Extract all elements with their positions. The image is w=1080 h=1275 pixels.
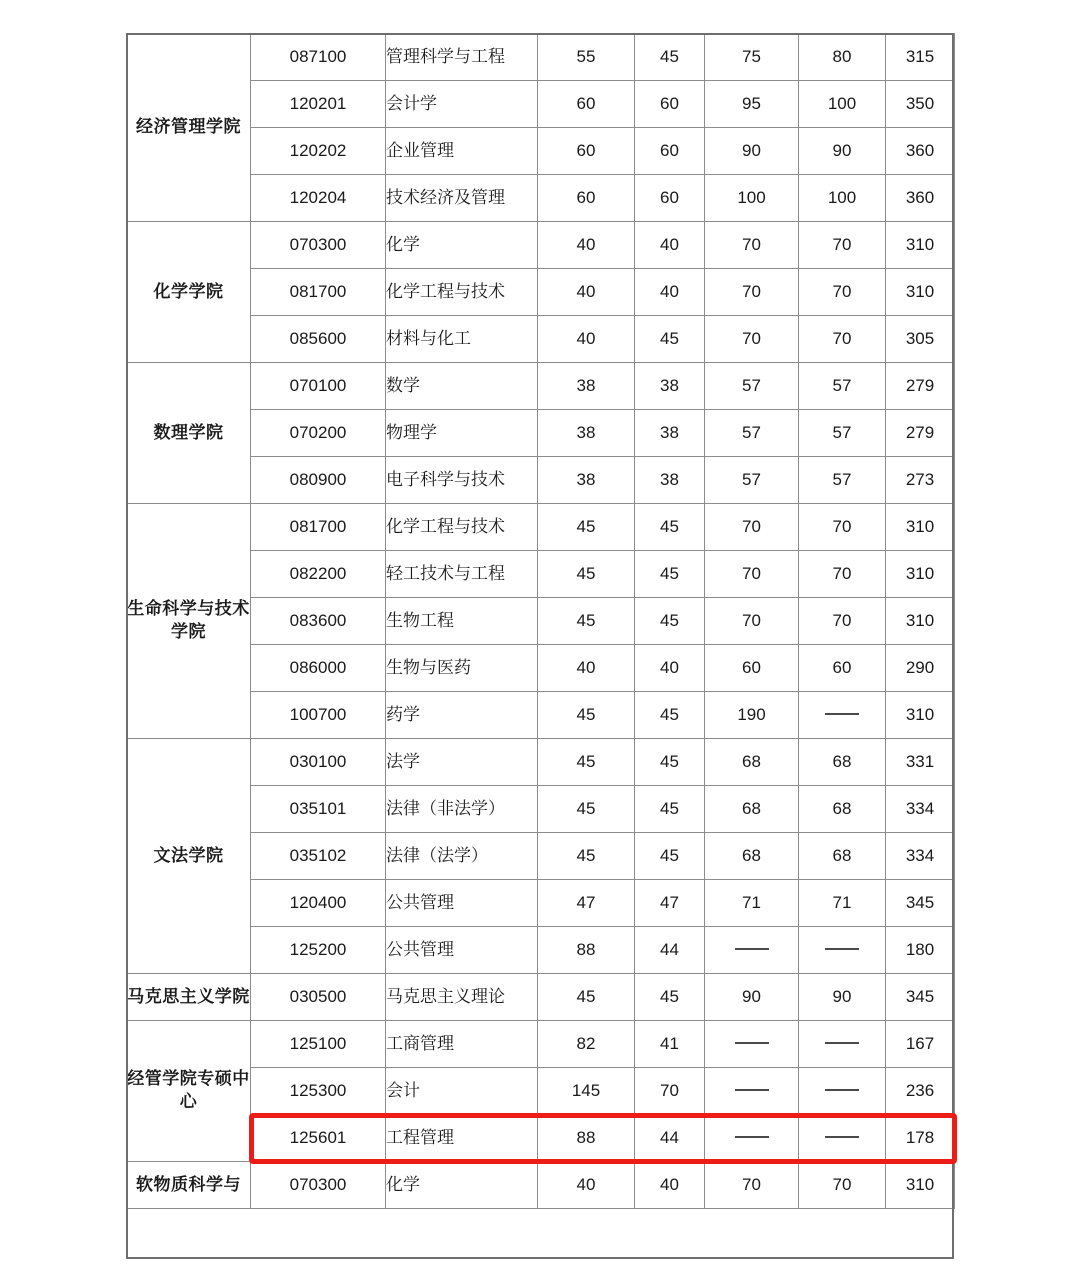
score-cell-n2: 45 <box>635 739 705 786</box>
dash-mark <box>735 948 769 950</box>
score-cell-n3: 57 <box>705 457 799 504</box>
major-name-cell: 药学 <box>386 692 538 739</box>
dash-mark <box>735 1042 769 1044</box>
major-code-cell: 070300 <box>251 1162 386 1209</box>
score-cell-n3: 68 <box>705 786 799 833</box>
score-cell-n1: 40 <box>538 222 635 269</box>
score-cell-total: 345 <box>886 974 955 1021</box>
score-cell-n2: 45 <box>635 692 705 739</box>
score-cell-n4: 70 <box>799 1162 886 1209</box>
score-cell-n1: 45 <box>538 786 635 833</box>
table-row <box>127 1162 955 1209</box>
score-cell-total: 236 <box>886 1068 955 1115</box>
score-cell-n3: 70 <box>705 222 799 269</box>
table-row <box>127 692 955 739</box>
score-cell-n3: 90 <box>705 128 799 175</box>
score-cell-total: 345 <box>886 880 955 927</box>
major-code-cell: 100700 <box>251 692 386 739</box>
major-name-cell: 法律（法学） <box>386 833 538 880</box>
score-cell-n1: 45 <box>538 974 635 1021</box>
score-cell-n2: 60 <box>635 175 705 222</box>
score-cell-n2: 45 <box>635 786 705 833</box>
college-name-cell: 生命科学与技术学院 <box>127 504 251 739</box>
score-cell-n2: 40 <box>635 222 705 269</box>
score-cell-n4: 68 <box>799 833 886 880</box>
score-cell-total: 310 <box>886 551 955 598</box>
score-cell-total: 310 <box>886 598 955 645</box>
table-row <box>127 598 955 645</box>
major-name-cell: 工程管理 <box>386 1115 538 1162</box>
score-cell-n2: 40 <box>635 1162 705 1209</box>
score-cell-n2: 60 <box>635 81 705 128</box>
score-cell-n3: 68 <box>705 833 799 880</box>
major-code-cell: 030100 <box>251 739 386 786</box>
major-code-cell: 087100 <box>251 34 386 81</box>
score-cell-n4: 70 <box>799 598 886 645</box>
college-name-cell: 马克思主义学院 <box>127 974 251 1021</box>
major-name-cell: 生物与医药 <box>386 645 538 692</box>
score-cell-total: 360 <box>886 175 955 222</box>
score-cell-n1: 47 <box>538 880 635 927</box>
score-cell-n3 <box>705 1021 799 1068</box>
score-cell-n3: 75 <box>705 34 799 81</box>
table-row <box>127 786 955 833</box>
major-code-cell: 125601 <box>251 1115 386 1162</box>
score-cell-total: 273 <box>886 457 955 504</box>
major-code-cell: 035101 <box>251 786 386 833</box>
table-row <box>127 269 955 316</box>
score-cell-n1: 82 <box>538 1021 635 1068</box>
score-cell-n2: 38 <box>635 363 705 410</box>
score-cell-total: 310 <box>886 692 955 739</box>
major-name-cell: 材料与化工 <box>386 316 538 363</box>
score-cell-n4: 90 <box>799 128 886 175</box>
score-cell-n3: 100 <box>705 175 799 222</box>
score-cell-total: 350 <box>886 81 955 128</box>
major-name-cell: 化学工程与技术 <box>386 504 538 551</box>
table-row <box>127 363 955 410</box>
table-row <box>127 81 955 128</box>
major-name-cell: 管理科学与工程 <box>386 34 538 81</box>
major-code-cell: 120201 <box>251 81 386 128</box>
major-name-cell: 企业管理 <box>386 128 538 175</box>
major-name-cell: 生物工程 <box>386 598 538 645</box>
table-row <box>127 551 955 598</box>
major-name-cell: 会计学 <box>386 81 538 128</box>
major-code-cell: 120400 <box>251 880 386 927</box>
score-cell-n3: 190 <box>705 692 799 739</box>
major-name-cell: 技术经济及管理 <box>386 175 538 222</box>
table-row <box>127 974 955 1021</box>
score-cell-n3: 70 <box>705 598 799 645</box>
score-cell-n4: 70 <box>799 504 886 551</box>
score-cell-n1: 88 <box>538 927 635 974</box>
score-cell-n1: 40 <box>538 316 635 363</box>
college-name-cell: 经管学院专硕中心 <box>127 1021 251 1162</box>
admission-score-table <box>126 33 955 1209</box>
score-cell-n4: 70 <box>799 551 886 598</box>
table-row-highlighted <box>127 1115 955 1162</box>
score-cell-n4 <box>799 1021 886 1068</box>
score-cell-total: 279 <box>886 363 955 410</box>
score-cell-n2: 45 <box>635 974 705 1021</box>
major-code-cell: 125200 <box>251 927 386 974</box>
score-cell-n1: 45 <box>538 551 635 598</box>
major-code-cell: 035102 <box>251 833 386 880</box>
dash-mark <box>825 713 859 715</box>
college-name-cell: 经济管理学院 <box>127 34 251 222</box>
table-row <box>127 1068 955 1115</box>
score-cell-n1: 60 <box>538 81 635 128</box>
score-cell-n1: 38 <box>538 410 635 457</box>
score-cell-n4: 71 <box>799 880 886 927</box>
college-name-cell: 数理学院 <box>127 363 251 504</box>
dash-mark <box>735 1089 769 1091</box>
score-cell-n1: 88 <box>538 1115 635 1162</box>
table-row <box>127 880 955 927</box>
score-cell-n4: 70 <box>799 316 886 363</box>
score-cell-n2: 40 <box>635 645 705 692</box>
score-cell-n1: 45 <box>538 833 635 880</box>
major-name-cell: 数学 <box>386 363 538 410</box>
score-cell-n2: 45 <box>635 833 705 880</box>
major-name-cell: 公共管理 <box>386 927 538 974</box>
score-cell-n4 <box>799 1115 886 1162</box>
major-code-cell: 081700 <box>251 504 386 551</box>
major-name-cell: 电子科学与技术 <box>386 457 538 504</box>
table-row <box>127 457 955 504</box>
score-cell-total: 178 <box>886 1115 955 1162</box>
score-cell-n1: 60 <box>538 128 635 175</box>
score-cell-total: 331 <box>886 739 955 786</box>
dash-mark <box>825 1089 859 1091</box>
score-cell-n2: 45 <box>635 551 705 598</box>
score-cell-n1: 45 <box>538 692 635 739</box>
score-cell-n4: 80 <box>799 34 886 81</box>
score-cell-n4: 70 <box>799 222 886 269</box>
table-body <box>127 34 955 1209</box>
score-cell-n4: 68 <box>799 786 886 833</box>
score-cell-total: 310 <box>886 1162 955 1209</box>
score-cell-n1: 38 <box>538 457 635 504</box>
score-cell-n3: 90 <box>705 974 799 1021</box>
major-name-cell: 公共管理 <box>386 880 538 927</box>
college-name-cell: 化学学院 <box>127 222 251 363</box>
score-cell-n2: 38 <box>635 410 705 457</box>
major-code-cell: 070300 <box>251 222 386 269</box>
score-cell-n4: 100 <box>799 81 886 128</box>
table-row <box>127 739 955 786</box>
table-row <box>127 128 955 175</box>
college-name-cell: 文法学院 <box>127 739 251 974</box>
major-name-cell: 会计 <box>386 1068 538 1115</box>
score-cell-n2: 45 <box>635 504 705 551</box>
major-code-cell: 070100 <box>251 363 386 410</box>
score-cell-n3: 70 <box>705 269 799 316</box>
score-cell-n2: 41 <box>635 1021 705 1068</box>
score-cell-n1: 45 <box>538 598 635 645</box>
score-cell-n4: 90 <box>799 974 886 1021</box>
score-cell-n2: 44 <box>635 927 705 974</box>
table-row <box>127 1021 955 1068</box>
score-cell-n1: 45 <box>538 504 635 551</box>
table-row <box>127 645 955 692</box>
score-cell-n4: 57 <box>799 457 886 504</box>
score-cell-n2: 44 <box>635 1115 705 1162</box>
table-row <box>127 175 955 222</box>
score-cell-n3: 95 <box>705 81 799 128</box>
score-cell-n4 <box>799 692 886 739</box>
score-cell-n3: 70 <box>705 551 799 598</box>
score-cell-n3: 70 <box>705 504 799 551</box>
major-name-cell: 法律（非法学） <box>386 786 538 833</box>
score-cell-total: 305 <box>886 316 955 363</box>
dash-mark <box>825 948 859 950</box>
score-cell-total: 334 <box>886 833 955 880</box>
score-cell-n2: 40 <box>635 269 705 316</box>
score-cell-n4 <box>799 1068 886 1115</box>
major-code-cell: 125300 <box>251 1068 386 1115</box>
score-cell-total: 310 <box>886 269 955 316</box>
score-cell-n1: 40 <box>538 269 635 316</box>
table-row <box>127 316 955 363</box>
score-cell-n3: 68 <box>705 739 799 786</box>
major-code-cell: 120202 <box>251 128 386 175</box>
dash-mark <box>825 1136 859 1138</box>
major-code-cell: 120204 <box>251 175 386 222</box>
major-code-cell: 086000 <box>251 645 386 692</box>
score-cell-n3: 60 <box>705 645 799 692</box>
major-name-cell: 化学工程与技术 <box>386 269 538 316</box>
score-cell-n2: 60 <box>635 128 705 175</box>
score-cell-n1: 40 <box>538 1162 635 1209</box>
score-cell-n2: 38 <box>635 457 705 504</box>
major-code-cell: 070200 <box>251 410 386 457</box>
score-cell-n1: 38 <box>538 363 635 410</box>
major-name-cell: 化学 <box>386 222 538 269</box>
score-cell-n4: 57 <box>799 363 886 410</box>
score-cell-n3: 71 <box>705 880 799 927</box>
score-cell-n3 <box>705 1115 799 1162</box>
score-cell-total: 310 <box>886 504 955 551</box>
score-cell-n4: 57 <box>799 410 886 457</box>
score-cell-n1: 60 <box>538 175 635 222</box>
score-cell-n2: 70 <box>635 1068 705 1115</box>
score-cell-n3 <box>705 1068 799 1115</box>
table-row <box>127 927 955 974</box>
score-cell-n2: 45 <box>635 34 705 81</box>
score-cell-total: 310 <box>886 222 955 269</box>
score-cell-n3: 70 <box>705 316 799 363</box>
score-cell-total: 167 <box>886 1021 955 1068</box>
score-cell-n4: 60 <box>799 645 886 692</box>
score-cell-total: 334 <box>886 786 955 833</box>
major-name-cell: 法学 <box>386 739 538 786</box>
score-cell-n4 <box>799 927 886 974</box>
major-name-cell: 轻工技术与工程 <box>386 551 538 598</box>
score-cell-n2: 47 <box>635 880 705 927</box>
major-code-cell: 083600 <box>251 598 386 645</box>
dash-mark <box>825 1042 859 1044</box>
score-cell-n4: 70 <box>799 269 886 316</box>
major-code-cell: 125100 <box>251 1021 386 1068</box>
major-code-cell: 080900 <box>251 457 386 504</box>
score-cell-total: 180 <box>886 927 955 974</box>
major-name-cell: 工商管理 <box>386 1021 538 1068</box>
major-name-cell: 化学 <box>386 1162 538 1209</box>
score-cell-n1: 40 <box>538 645 635 692</box>
score-cell-n1: 45 <box>538 739 635 786</box>
score-cell-n4: 68 <box>799 739 886 786</box>
table-row <box>127 34 955 81</box>
table-row <box>127 410 955 457</box>
score-cell-total: 279 <box>886 410 955 457</box>
score-cell-n1: 145 <box>538 1068 635 1115</box>
score-cell-total: 290 <box>886 645 955 692</box>
major-code-cell: 030500 <box>251 974 386 1021</box>
score-cell-total: 315 <box>886 34 955 81</box>
table-row <box>127 222 955 269</box>
major-name-cell: 马克思主义理论 <box>386 974 538 1021</box>
score-cell-n3: 70 <box>705 1162 799 1209</box>
score-cell-n1: 55 <box>538 34 635 81</box>
score-cell-n3 <box>705 927 799 974</box>
major-name-cell: 物理学 <box>386 410 538 457</box>
score-cell-n2: 45 <box>635 598 705 645</box>
major-code-cell: 085600 <box>251 316 386 363</box>
table-row <box>127 833 955 880</box>
major-code-cell: 081700 <box>251 269 386 316</box>
table-row <box>127 504 955 551</box>
major-code-cell: 082200 <box>251 551 386 598</box>
dash-mark <box>735 1136 769 1138</box>
score-cell-n3: 57 <box>705 363 799 410</box>
score-cell-n4: 100 <box>799 175 886 222</box>
score-cell-n3: 57 <box>705 410 799 457</box>
score-cell-n2: 45 <box>635 316 705 363</box>
score-cell-total: 360 <box>886 128 955 175</box>
college-name-cell: 软物质科学与 <box>127 1162 251 1209</box>
